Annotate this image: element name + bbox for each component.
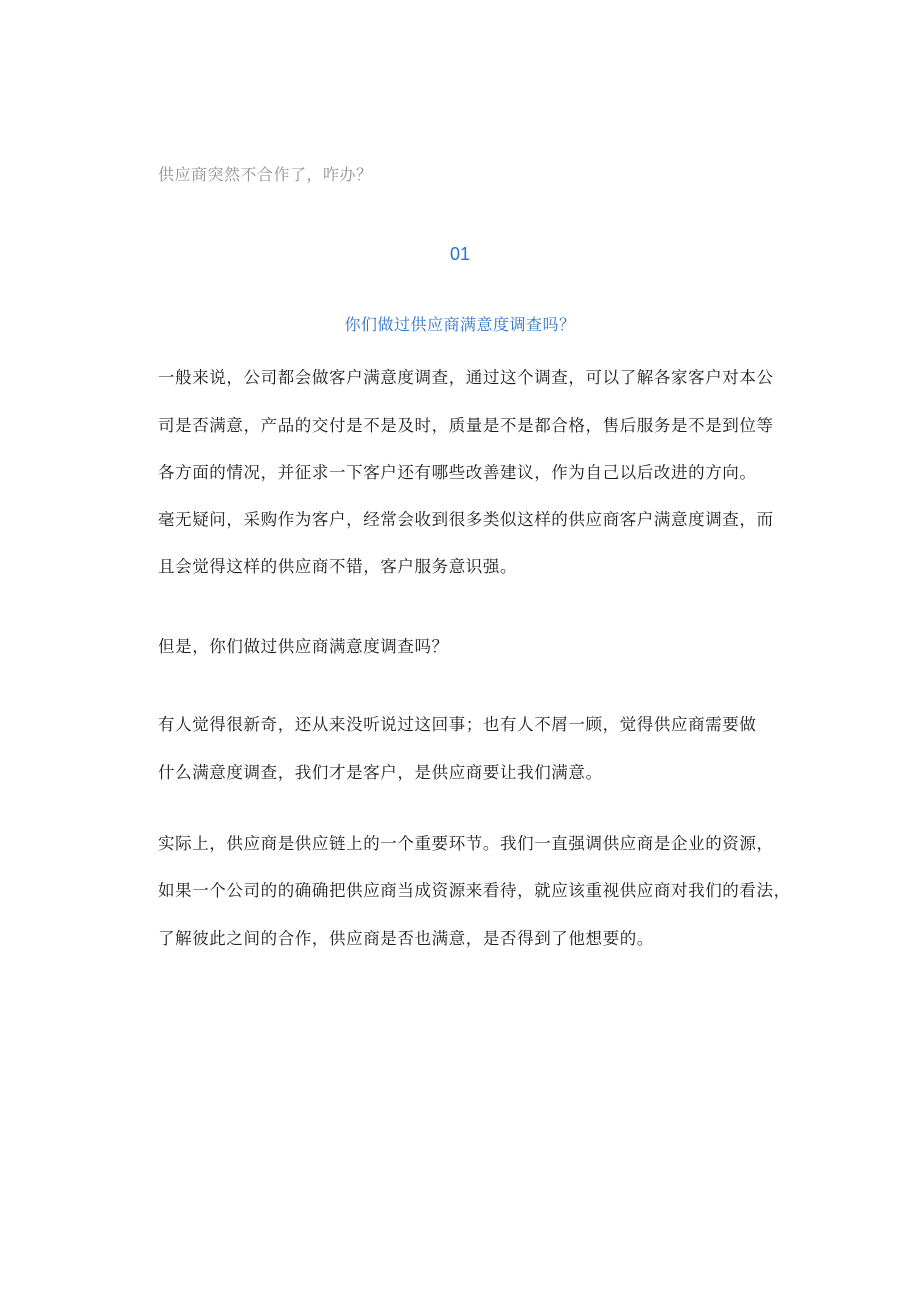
paragraph-2-line-2: 且会觉得这样的供应商不错，客户服务意识强。 [158, 557, 518, 576]
paragraph-2-line-1: 毫无疑问，采购作为客户，经常会收到很多类似这样的供应商客户满意度调查，而 [158, 510, 774, 529]
paragraph-4-line-1: 有人觉得很新奇，还从来没听说过这回事；也有人不屑一顾，觉得供应商需要做 [158, 715, 757, 734]
section-heading: 你们做过供应商满意度调查吗？ [344, 315, 576, 334]
section-number: 01 [449, 244, 471, 264]
paragraph-5-line-1: 实际上，供应商是供应链上的一个重要环节。我们一直强调供应商是企业的资源， [158, 834, 774, 853]
paragraph-1-line-1: 一般来说，公司都会做客户满意度调查，通过这个调查，可以了解各家客户对本公 [158, 368, 774, 387]
paragraph-5-line-2: 如果一个公司的的确确把供应商当成资源来看待，就应该重视供应商对我们的看法， [158, 881, 791, 900]
paragraph-4-line-2: 什么满意度调查，我们才是客户，是供应商要让我们满意。 [158, 763, 603, 782]
paragraph-5-line-3: 了解彼此之间的合作，供应商是否也满意，是否得到了他想要的。 [158, 929, 654, 948]
paragraph-1-line-3: 各方面的情况，并征求一下客户还有哪些改善建议，作为自己以后改进的方向。 [158, 463, 757, 482]
document-subtitle: 供应商突然不合作了，咋办？ [158, 165, 373, 184]
paragraph-1-line-2: 司是否满意，产品的交付是不是及时，质量是不是都合格，售后服务是不是到位等 [158, 416, 774, 435]
paragraph-3-line-1: 但是，你们做过供应商满意度调查吗？ [158, 637, 449, 656]
